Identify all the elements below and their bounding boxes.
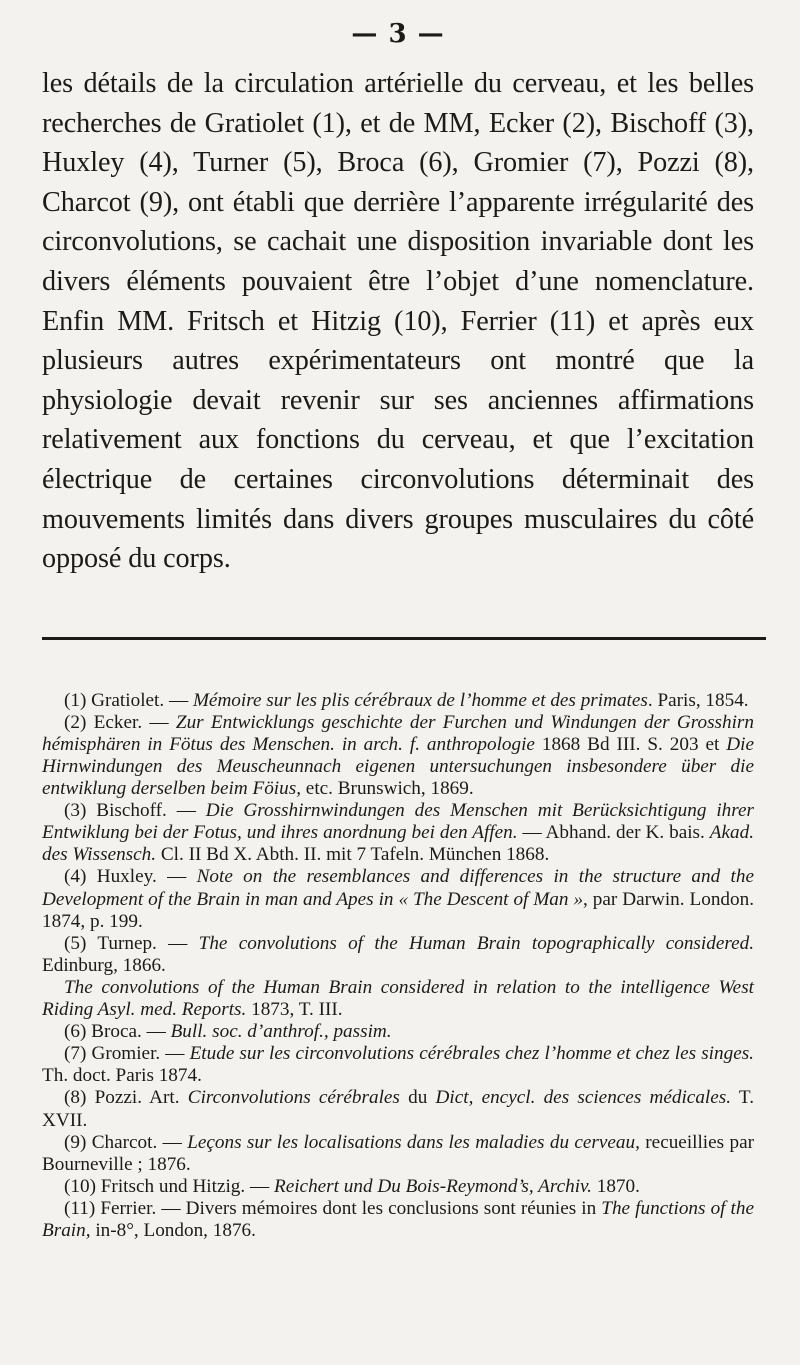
footnote-text-2: T. XVII. [42,1087,754,1131]
footnote-10 [42,1176,754,1198]
footnote-title-2: Die Hirnwindungen des Meuscheunnach eigenen untersuchungen insbesondere über die entwiklung derselben beim Föius, [42,733,754,800]
footnote-3 [42,800,754,866]
footnote-text: du [399,1087,436,1109]
footnote-text-2: etc. Brunswich, 1869. [301,778,474,800]
footnote-divider [42,637,766,640]
page-number: — 3 — [351,19,445,49]
footnote-text: , par Darwin. London. 1874, p. 199. [42,888,755,932]
footnote-title: The functions of the Brain, [42,1197,754,1241]
footnote-title: Circonvolutions cérébrales [187,1087,400,1109]
main-paragraph: les détails de la circulation artérielle du cerveau, et les belles recherches de Gratiolet (1), et de MM, Ecker (2), Bischoff (3), Huxley (4), Turner (5), Broca (6), Gromier (7), Pozzi (8), Charcot (9), ont établi que derrière l’apparente irrégularité des circonvolutions, se cachait une disposition invariable dont les divers éléments pouvaient être l’objet d’une nomenclature. Enfin MM. Fritsch et Hitzig (10), Ferrier (11) et après eux plusieurs autres expérimentateurs ont montré que la physiologie devait revenir sur ses anciennes affirmations relativement aux fonctions du cerveau, et que l’excitation électrique de certaines circonvolutions déterminait des mouvements limités dans divers groupes musculaires du côté opposé du corps. [42,68,754,575]
footnote-ref: (1) Gratiolet. — [64,689,193,711]
footnote-ref: (11) Ferrier. — Divers mémoires dont les conclusions sont réunies in [64,1197,602,1219]
footnote-title: Leçons sur les localisations dans les maladies du cerveau, [187,1131,640,1153]
footnote-ref: (4) Huxley. — [64,866,197,888]
footnote-title: Zur Entwicklungs geschichte der Furchen und Windungen der Grosshirn hémisphären in Fötus des Menschen. in arch. f. anthropologie [42,711,754,755]
footnote-ref: (3) Bischoff. — [64,800,206,822]
footnote-ref: (6) Broca. — [64,1021,171,1043]
footnote-title-2: Akad. des Wissensch. [42,822,755,866]
footnote-ref: (9) Charcot. — [64,1131,188,1153]
footnote-title: Die Grosshirnwindungen des Menschen mit Berücksichtigung ihrer Entwiklung bei der Fotus, und ihres anordnung bei den Affen. [42,800,754,844]
footnote-text: 1868 Bd III. S. 203 et [534,733,727,755]
footnote-ref: (7) Gromier. — [64,1043,190,1065]
footnote-7 [42,1043,754,1087]
footnote-text: . Paris, 1854. [647,689,749,711]
footnote-9 [42,1132,754,1176]
footnote-text: recueillies par Bourneville ; 1876. [42,1131,754,1175]
footnote-title: Mémoire sur les plis cérébraux de l’homme et des primates [192,689,648,711]
footnote-title: Note on the resemblances and differences in the structure and the Development of the Brain in man and Apes in « The Descent of Man » [42,866,754,910]
footnote-text: 1870. [591,1175,640,1197]
footnote-ref: (10) Fritsch und Hitzig. — [64,1175,274,1197]
footnote-title: Reichert und Du Bois-Reymond’s, Archiv. [273,1175,592,1197]
footnote-text: Edinburg, 1866. [42,954,166,976]
footnote-8 [42,1087,754,1131]
footnote-ref: (5) Turnep. — [64,932,199,954]
footnotes [42,690,754,1242]
footnote-4 [42,866,754,932]
footnote-title: The convolutions of the Human Brain topographically considered. [198,932,755,954]
footnote-text-2: Cl. II Bd X. Abth. II. mit 7 Tafeln. München 1868. [156,844,550,866]
footnote-6 [42,1021,754,1043]
footnote-text: in-8°, London, 1876. [90,1219,256,1241]
footnote-title-2: Dict, encycl. des sciences médicales. [435,1087,732,1109]
footnote-ref: (8) Pozzi. Art. [64,1087,188,1109]
footnote-2 [42,712,754,800]
footnote-title: Etude sur les circonvolutions cérébrales chez l’homme et chez les singes. [189,1043,754,1065]
footnote-ref: (2) Ecker. — [64,711,176,733]
footnote-title: The convolutions of the Human Brain considered in relation to the intelligence West Riding Asyl. med. Reports. [42,976,754,1021]
footnote-1 [42,690,754,712]
footnote-11 [42,1198,754,1242]
footnote-title: Bull. soc. d’anthrof., passim. [170,1021,392,1043]
footnote-5 [42,933,754,977]
footnote-text: — Abhand. der K. bais. [517,822,710,844]
footnote-text: Th. doct. Paris 1874. [42,1065,202,1087]
footnote-text: 1873, T. III. [246,999,343,1021]
footnote-5-continued [42,977,754,1021]
